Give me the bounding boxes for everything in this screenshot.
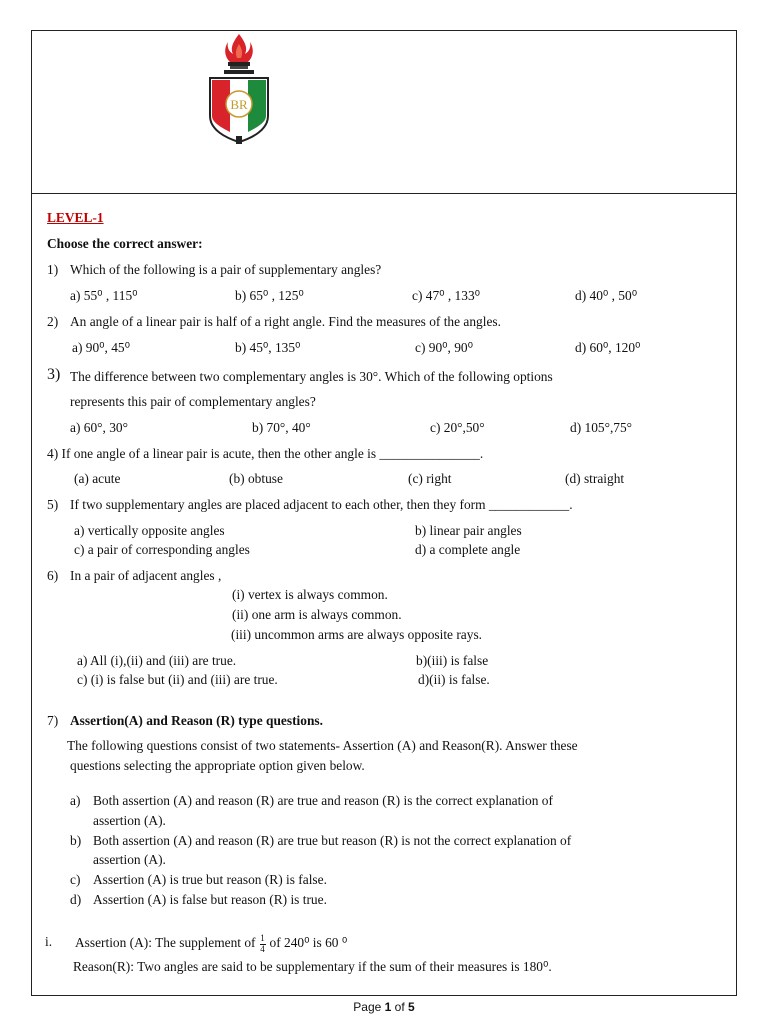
option-b: b) 45⁰, 135⁰ (235, 340, 301, 355)
option-a: a) 60°, 30° (70, 420, 128, 435)
header-divider (31, 193, 737, 194)
fraction (260, 934, 266, 954)
option-a: a) All (i),(ii) and (iii) are true. (77, 653, 237, 668)
question-text-cont: represents this pair of complementary angles? (70, 394, 316, 409)
option-a: a) vertically opposite angles (74, 523, 225, 538)
option-d: (d) straight (565, 471, 625, 486)
footer-of: of (391, 1000, 409, 1014)
school-logo (200, 32, 278, 148)
option-c: c) (i) is false but (ii) and (iii) are true. (77, 672, 278, 687)
option-a: (a) acute (74, 471, 121, 486)
option-b: b) linear pair angles (415, 523, 522, 538)
ar-option-label: c) (70, 872, 81, 887)
intro-text: The following questions consist of two statements- Assertion (A) and Reason(R). Answer these (67, 738, 578, 753)
statement-iii: (iii) uncommon arms are always opposite rays. (231, 627, 483, 642)
ar-option-label: d) (70, 892, 82, 907)
ar-option-label: a) (70, 793, 81, 808)
option-d: d) a complete angle (415, 542, 521, 557)
question-text: An angle of a linear pair is half of a right angle. Find the measures of the angles. (70, 314, 501, 329)
section-heading: Assertion(A) and Reason (R) type questions. (70, 713, 323, 728)
total-pages: 5 (408, 1000, 415, 1014)
reason-text: Reason(R): Two angles are said to be supplementary if the sum of their measures is 180⁰. (73, 959, 552, 974)
option-b: b) 70°, 40° (252, 420, 311, 435)
instruction: Choose the correct answer: (47, 236, 203, 251)
option-a: a) 90⁰, 45⁰ (72, 340, 130, 355)
question-number: 5) (47, 497, 59, 512)
intro-text-cont: questions selecting the appropriate option given below. (70, 758, 365, 773)
option-c: c) 90⁰, 90⁰ (415, 340, 473, 355)
ar-option-a-cont: assertion (A). (93, 813, 166, 828)
option-b: (b) obtuse (229, 471, 283, 486)
item-roman: i. (45, 934, 53, 949)
question-number: 6) (47, 568, 59, 583)
ar-option-b-cont: assertion (A). (93, 852, 166, 867)
question-number: 1) (47, 262, 59, 277)
ar-option-c: Assertion (A) is true but reason (R) is false. (93, 872, 327, 887)
ar-option-label: b) (70, 833, 82, 848)
page-footer (0, 1000, 768, 1014)
question-text: If two supplementary angles are placed adjacent to each other, then they form ____________. (70, 497, 573, 512)
option-d: d) 60⁰, 120⁰ (575, 340, 641, 355)
option-c: c) a pair of corresponding angles (74, 542, 250, 557)
svg-text:BR: BR (230, 97, 248, 112)
question-number: 3) (47, 366, 61, 383)
question-text: The difference between two complementary angles is 30°. Which of the following options (70, 369, 553, 384)
ar-option-a: Both assertion (A) and reason (R) are true and reason (R) is the correct explanation of (93, 793, 553, 808)
option-c: c) 20°,50° (430, 420, 485, 435)
current-page: 1 (384, 1000, 392, 1014)
question-number: 7) (47, 713, 59, 728)
ar-option-b: Both assertion (A) and reason (R) are true but reason (R) is not the correct explanation of (93, 833, 572, 848)
option-d: d)(ii) is false. (418, 672, 490, 687)
question-number: 2) (47, 314, 59, 329)
level-heading: LEVEL-1 (47, 210, 104, 225)
option-c: (c) right (408, 471, 452, 486)
ar-option-d: Assertion (A) is false but reason (R) is true. (93, 892, 327, 907)
fraction-numerator: 1 (260, 933, 265, 943)
option-b: b) 65⁰ , 125⁰ (235, 288, 304, 303)
option-c: c) 47⁰ , 133⁰ (412, 288, 481, 303)
option-a: a) 55⁰ , 115⁰ (70, 288, 138, 303)
option-d: d) 105°,75° (570, 420, 633, 435)
footer-prefix: Page (353, 1000, 385, 1014)
assertion-text (75, 934, 347, 954)
statement-ii: (ii) one arm is always common. (232, 607, 402, 622)
option-d: d) 40⁰ , 50⁰ (575, 288, 638, 303)
question-text: In a pair of adjacent angles , (70, 568, 222, 583)
question-text: Which of the following is a pair of supplementary angles? (70, 262, 382, 277)
option-b: b)(iii) is false (416, 653, 489, 668)
assertion-before: Assertion (A): The supplement of (75, 935, 256, 951)
statement-i: (i) vertex is always common. (232, 587, 388, 602)
question-text: 4) If one angle of a linear pair is acute, then the other angle is _______________. (47, 446, 484, 461)
fraction-denominator: 4 (260, 944, 265, 954)
assertion-after: of 240⁰ is 60 ⁰ (269, 935, 348, 951)
